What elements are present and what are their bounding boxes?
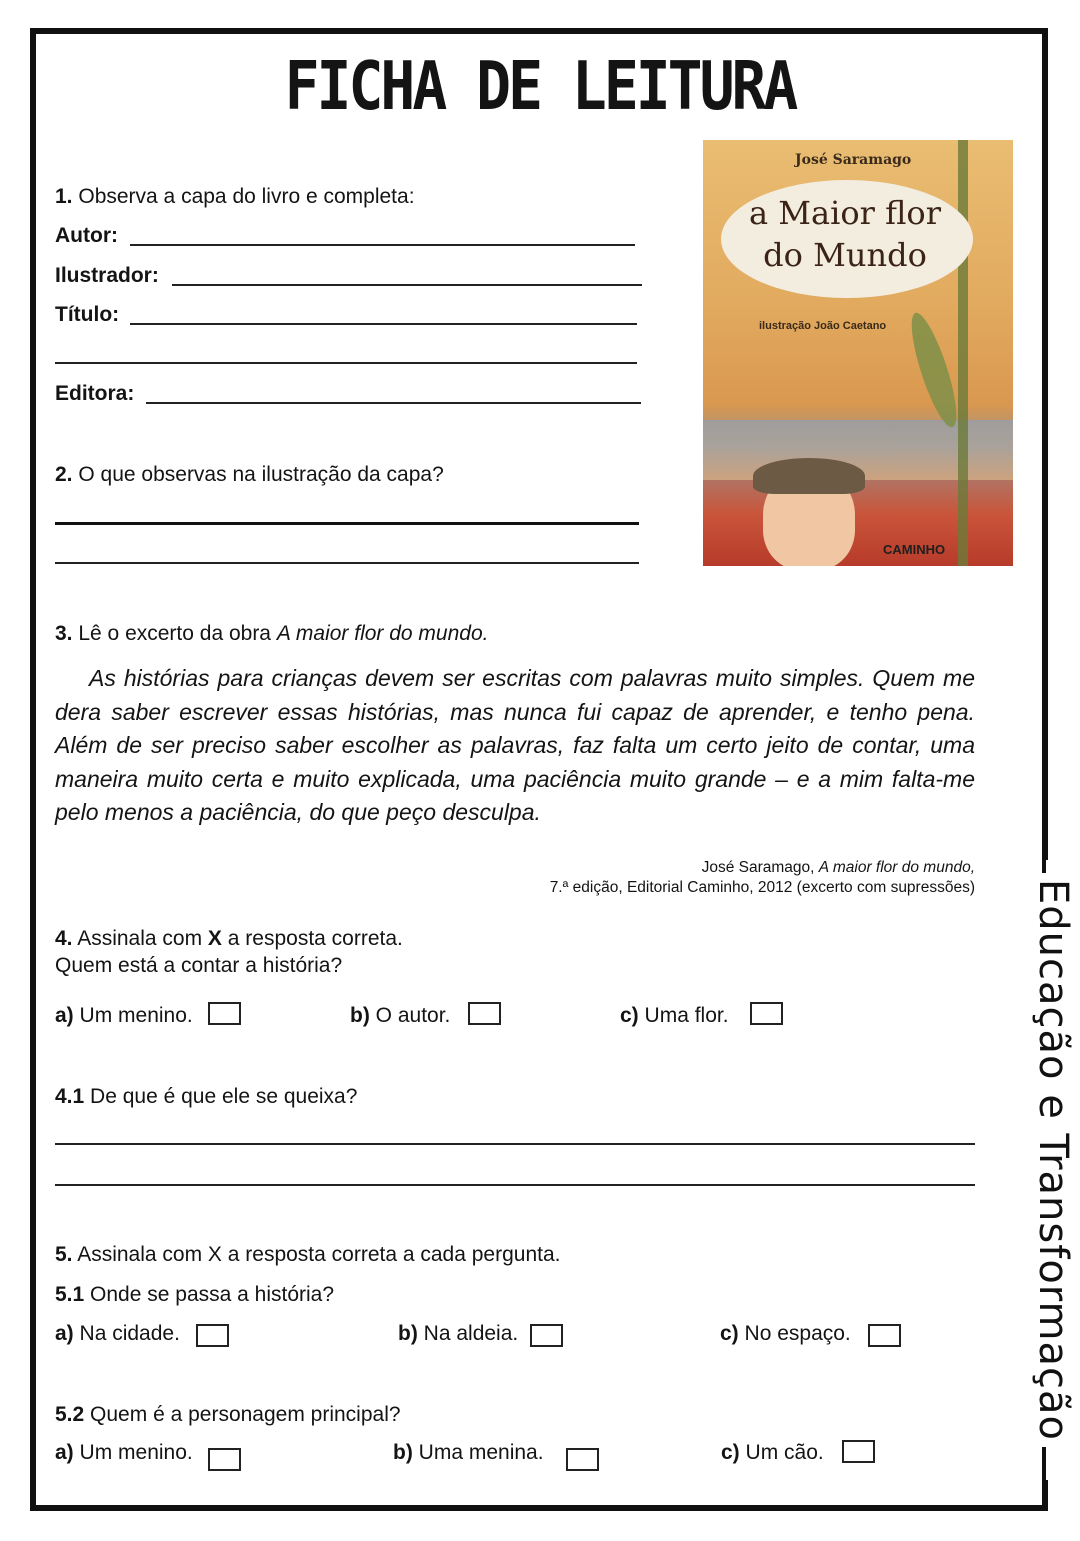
title-label: Título: bbox=[55, 303, 120, 326]
q51-option-c bbox=[720, 1322, 851, 1346]
cover-leaf bbox=[903, 309, 965, 431]
q4-option-a-letter: a) bbox=[55, 1004, 74, 1027]
side-watermark bbox=[1030, 880, 1076, 1440]
q52-option-a-letter: a) bbox=[55, 1441, 74, 1464]
q4-option-a-text: Um menino. bbox=[79, 1004, 193, 1027]
question-3-text: Lê o excerto da obra bbox=[78, 622, 277, 645]
question-4-prompt: Quem está a contar a história? bbox=[55, 954, 343, 977]
cover-flower-stem bbox=[958, 140, 968, 566]
question-3 bbox=[55, 621, 488, 647]
question-4-1 bbox=[55, 1084, 357, 1110]
q4-option-c-letter: c) bbox=[620, 1004, 639, 1027]
q51-option-c-letter: c) bbox=[720, 1322, 739, 1345]
question-5-1 bbox=[55, 1282, 334, 1308]
q51-option-a-checkbox[interactable] bbox=[196, 1324, 229, 1347]
q51-option-a bbox=[55, 1322, 180, 1346]
q52-option-c-text: Um cão. bbox=[745, 1441, 824, 1464]
title-answer-line[interactable] bbox=[130, 323, 637, 325]
cover-publisher: CAMINHO bbox=[883, 542, 946, 557]
book-cover-image bbox=[703, 140, 1013, 566]
question-1 bbox=[55, 184, 415, 210]
q52-option-a bbox=[55, 1441, 193, 1465]
question-2-text: O que observas na ilustração da capa? bbox=[78, 463, 444, 486]
question-4-x-mark: X bbox=[207, 927, 222, 950]
q52-option-b-checkbox[interactable] bbox=[566, 1448, 599, 1471]
q51-option-b-text: Na aldeia. bbox=[423, 1322, 519, 1345]
author-answer-line[interactable] bbox=[130, 244, 635, 246]
q51-option-b bbox=[398, 1322, 518, 1346]
publisher-answer-line[interactable] bbox=[146, 402, 641, 404]
illustrator-label: Ilustrador: bbox=[55, 264, 159, 287]
q52-option-c-letter: c) bbox=[721, 1441, 740, 1464]
q52-option-a-text: Um menino. bbox=[79, 1441, 193, 1464]
question-4-1-number: 4.1 bbox=[55, 1085, 85, 1108]
question-4-number: 4. bbox=[55, 927, 73, 950]
question-4-text-pre: Assinala com bbox=[77, 927, 208, 950]
publisher-label: Editora: bbox=[55, 382, 135, 405]
q4-option-a-checkbox[interactable] bbox=[208, 1002, 241, 1025]
question-2-answer-line-2[interactable] bbox=[55, 562, 639, 564]
q52-option-b-text: Uma menina. bbox=[418, 1441, 544, 1464]
question-2-number: 2. bbox=[55, 463, 73, 486]
q51-option-a-text: Na cidade. bbox=[79, 1322, 180, 1345]
q52-option-b bbox=[393, 1441, 544, 1465]
q4-option-c bbox=[620, 1004, 729, 1028]
question-3-work-title: A maior flor do mundo. bbox=[276, 622, 489, 645]
question-5-1-number: 5.1 bbox=[55, 1283, 85, 1306]
q4-option-a bbox=[55, 1004, 193, 1028]
q52-option-c bbox=[721, 1441, 824, 1465]
question-5-2-text: Quem é a personagem principal? bbox=[90, 1403, 401, 1426]
excerpt-citation bbox=[550, 858, 975, 898]
question-5-1-text: Onde se passa a história? bbox=[90, 1283, 335, 1306]
question-1-text: Observa a capa do livro e completa: bbox=[78, 185, 415, 208]
citation-author: José Saramago, bbox=[701, 859, 819, 876]
q4-option-b bbox=[350, 1004, 450, 1028]
question-5-number: 5. bbox=[55, 1243, 73, 1266]
q51-option-a-letter: a) bbox=[55, 1322, 74, 1345]
q51-option-b-checkbox[interactable] bbox=[530, 1324, 563, 1347]
q51-option-b-letter: b) bbox=[398, 1322, 418, 1345]
cover-title-line-1: a Maior flor bbox=[749, 194, 941, 232]
question-4-text-post: a resposta correta. bbox=[221, 927, 403, 950]
cover-illustrator: ilustração João Caetano bbox=[759, 320, 887, 332]
citation-work: A maior flor do mundo, bbox=[818, 859, 975, 876]
q51-option-c-text: No espaço. bbox=[744, 1322, 851, 1345]
page-title: FICHA DE LEITURA bbox=[284, 46, 796, 126]
question-2-answer-line-1[interactable] bbox=[55, 522, 639, 525]
question-4 bbox=[55, 926, 403, 952]
question-5-text: Assinala com X a resposta correta a cada pergunta. bbox=[77, 1243, 561, 1266]
cover-title-line-2: do Mundo bbox=[763, 236, 927, 274]
citation-edition: 7.ª edição, Editorial Caminho, 2012 (excerto com supressões) bbox=[549, 879, 975, 896]
side-watermark-text: Educação e Transformação bbox=[1030, 873, 1076, 1447]
q52-option-c-checkbox[interactable] bbox=[842, 1440, 875, 1463]
q4-option-b-letter: b) bbox=[350, 1004, 370, 1027]
q52-option-b-letter: b) bbox=[393, 1441, 413, 1464]
q4-option-c-checkbox[interactable] bbox=[750, 1002, 783, 1025]
question-4-1-answer-line-1[interactable] bbox=[55, 1143, 975, 1145]
question-4-1-answer-line-2[interactable] bbox=[55, 1184, 975, 1186]
q4-option-b-text: O autor. bbox=[375, 1004, 451, 1027]
q51-option-c-checkbox[interactable] bbox=[868, 1324, 901, 1347]
question-4-1-text: De que é que ele se queixa? bbox=[90, 1085, 358, 1108]
question-2 bbox=[55, 462, 444, 488]
question-5 bbox=[55, 1242, 560, 1268]
question-5-2 bbox=[55, 1402, 401, 1428]
illustrator-answer-line[interactable] bbox=[172, 284, 642, 286]
excerpt-text: As histórias para crianças devem ser escritas com palavras muito simples. Quem me dera saber escrever essas histórias, mas nunca fui capaz de aprender, e tenho pena. Além de ser preciso saber escolher as palavras, faz falta um certo jeito de contar, uma maneira muito certa e muito explicada, uma paciência muito grande – e a mim falta-me pelo menos a paciência, do que peço desculpa. bbox=[55, 665, 975, 825]
cover-title bbox=[731, 192, 959, 276]
title-answer-line-2[interactable] bbox=[55, 362, 637, 364]
question-1-number: 1. bbox=[55, 185, 73, 208]
question-3-number: 3. bbox=[55, 622, 73, 645]
q4-option-c-text: Uma flor. bbox=[644, 1004, 729, 1027]
q52-option-a-checkbox[interactable] bbox=[208, 1448, 241, 1471]
q4-option-b-checkbox[interactable] bbox=[468, 1002, 501, 1025]
cover-child-hat bbox=[753, 458, 865, 494]
question-5-2-number: 5.2 bbox=[55, 1403, 85, 1426]
author-label: Autor: bbox=[55, 224, 118, 247]
cover-author: José Saramago bbox=[795, 152, 912, 168]
